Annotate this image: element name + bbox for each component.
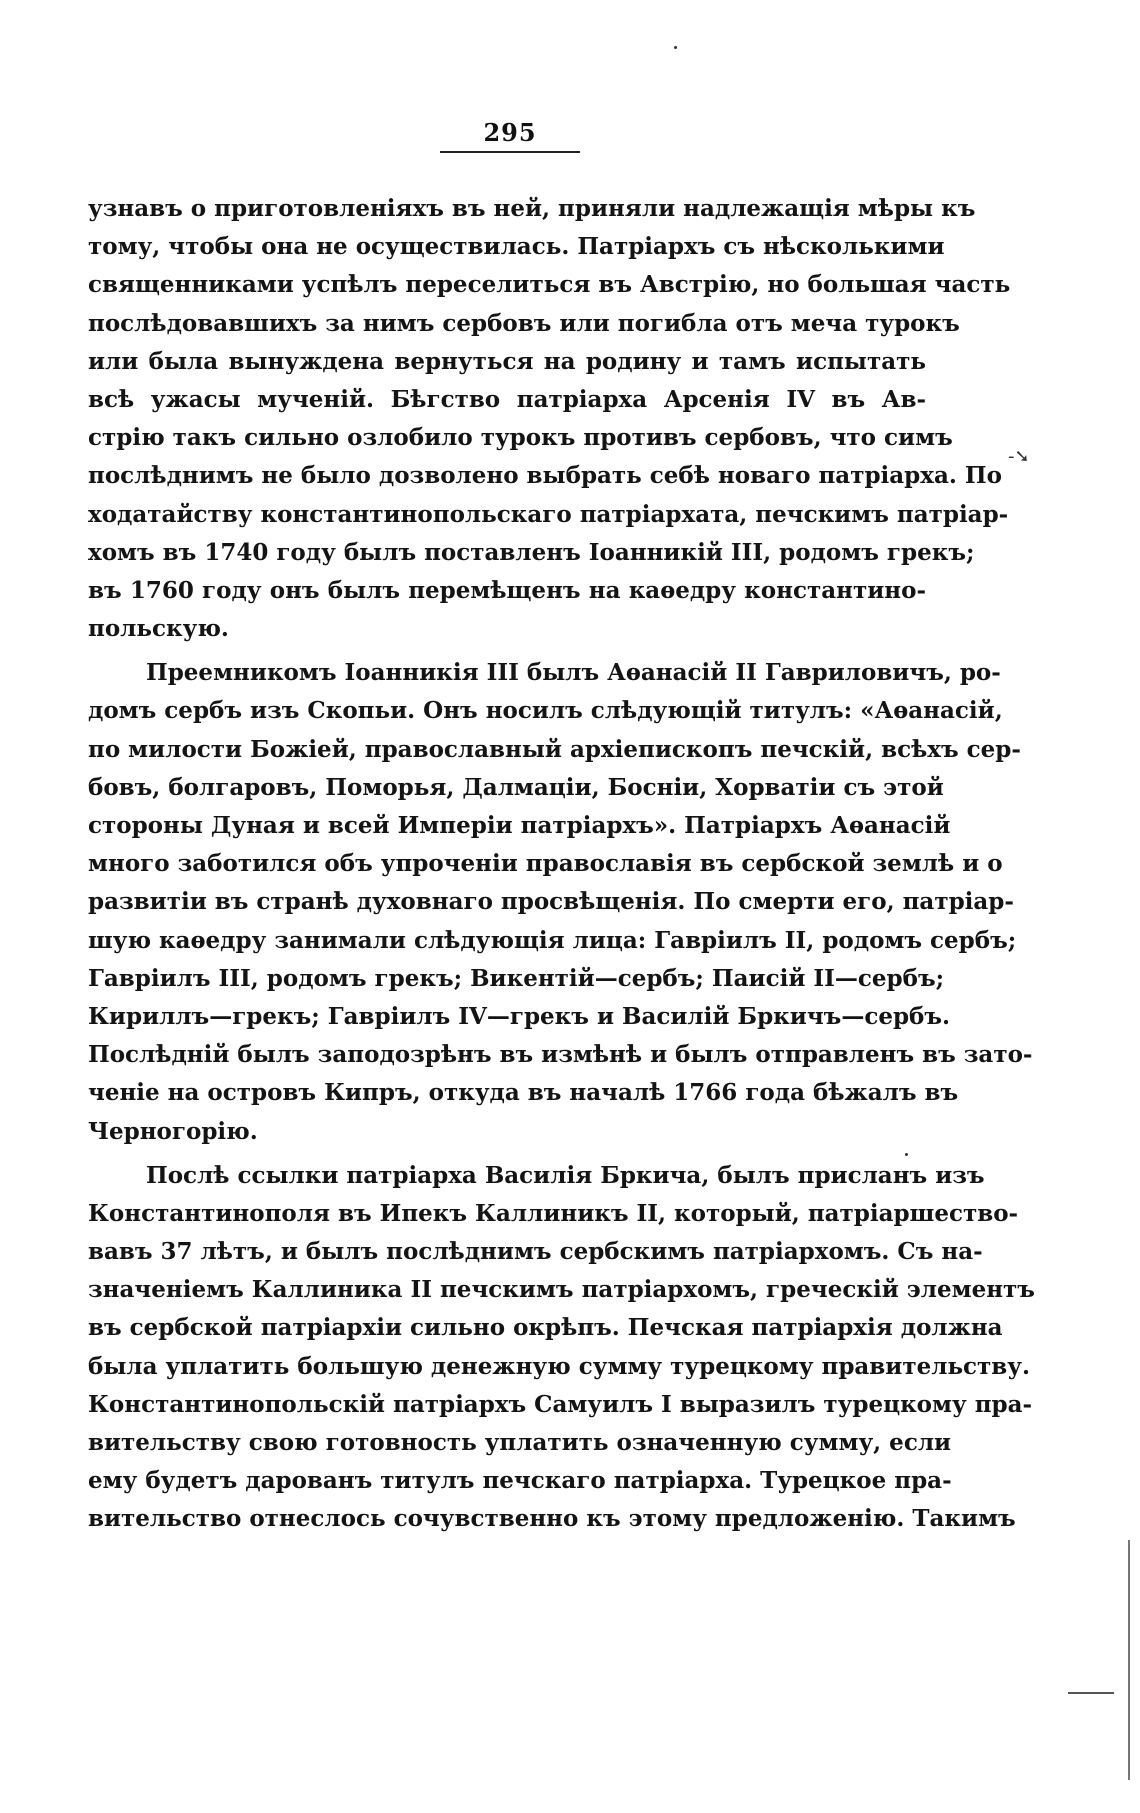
text-line: стрію такъ сильно озлобило турокъ противъ сербовъ, что симъ (88, 424, 953, 452)
header-rule (440, 151, 580, 153)
page-edge-line (1128, 1540, 1130, 1780)
page-number: 295 (483, 118, 537, 147)
margin-mark-icon: -➘ (1008, 446, 1030, 467)
text-line: ченіе на островъ Кипръ, откуда въ началѣ 1766 года бѣжалъ въ (88, 1079, 959, 1107)
text-line: Черногорію. (88, 1117, 258, 1145)
text-line: въ 1760 году онъ былъ перемѣщенъ на каѳедру константино- (88, 576, 926, 604)
text-line: была уплатить большую денежную сумму турецкому правительству. (88, 1352, 1031, 1380)
text-line: стороны Дуная и всей Имперіи патріархъ». Патріархъ Аѳанасій (88, 812, 951, 839)
text-line: вавъ 37 лѣтъ, и былъ послѣднимъ сербскимъ патріархомъ. Съ на- (88, 1238, 983, 1266)
text-line: Кириллъ—грекъ; Гавріилъ IV—грекъ и Василій Бркичъ—сербъ. (88, 1002, 951, 1030)
scan-dash (1068, 1692, 1114, 1694)
text-line: тому, чтобы она не осуществилась. Патріархъ съ нѣсколькими (88, 233, 945, 261)
text-line: послѣднимъ не было дозволено выбрать себѣ новаго патріарха. По (88, 462, 1002, 490)
scan-speck (905, 1153, 908, 1156)
text-line: развитіи въ странѣ духовнаго просвѣщенія. По смерти его, патріар- (88, 888, 1014, 916)
text-line: Константинополя въ Ипекъ Каллиникъ II, который, патріаршество- (88, 1199, 1019, 1227)
text-line: бовъ, болгаровъ, Поморья, Далмаціи, Босніи, Хорватіи съ этой (88, 773, 944, 801)
body-text (88, 190, 1035, 1539)
text-line: послѣдовавшихъ за нимъ сербовъ или погибла отъ меча турокъ (88, 309, 960, 337)
text-line: Послѣдній былъ заподозрѣнъ въ измѣнѣ и былъ отправленъ въ зато- (88, 1041, 1033, 1069)
text-line: хомъ въ 1740 году былъ поставленъ Іоанникій III, родомъ грекъ; (88, 538, 975, 566)
page-header (440, 118, 580, 153)
text-line: Константинопольскій патріархъ Самуилъ I выразилъ турецкому пра- (88, 1390, 1033, 1418)
text-line: польскую. (88, 615, 229, 643)
text-line: Гавріилъ III, родомъ грекъ; Викентій—сербъ; Паисій II—сербъ; (88, 964, 945, 992)
text-line: всѣ ужасы мученій. Бѣгство патріарха Арсенія IV въ Ав- (88, 385, 926, 413)
text-line: Послѣ ссылки патріарха Василія Бркича, былъ присланъ изъ (146, 1161, 985, 1189)
text-line: узнавъ о приготовленіяхъ въ ней, приняли надлежащія мѣры къ (88, 195, 976, 222)
text-line: вительство отнеслось сочувственно къ этому предложенію. Такимъ (88, 1505, 1016, 1533)
text-line: вительству свою готовность уплатить означенную сумму, если (88, 1429, 952, 1456)
text-line: домъ сербъ изъ Скопьи. Онъ носилъ слѣдующій титулъ: «Аѳанасій, (88, 697, 1003, 725)
text-line: въ сербской патріархіи сильно окрѣпъ. Печская патріархія должна (88, 1314, 1003, 1342)
text-line: или была вынуждена вернуться на родину и тамъ испытать (88, 347, 926, 375)
text-line: ходатайству константинопольскаго патріархата, печскимъ патріар- (88, 500, 1009, 528)
text-line: много заботился объ упроченіи православія въ сербской землѣ и о (88, 850, 1003, 878)
text-line: по милости Божіей, православный архіепископъ печскій, всѣхъ сер- (88, 735, 1021, 763)
scan-speck (674, 46, 677, 49)
text-line: значеніемъ Каллиника II печскимъ патріархомъ, греческій элементъ (88, 1276, 1035, 1304)
text-line: шую каѳедру занимали слѣдующія лица: Гавріилъ II, родомъ сербъ; (88, 926, 1017, 954)
text-line: Преемникомъ Іоанникія III былъ Аѳанасій II Гавриловичъ, ро- (146, 659, 1001, 687)
text-line: священниками успѣлъ переселиться въ Австрію, но большая часть (88, 271, 1011, 299)
text-line: ему будетъ дарованъ титулъ печскаго патріарха. Турецкое пра- (88, 1467, 952, 1495)
